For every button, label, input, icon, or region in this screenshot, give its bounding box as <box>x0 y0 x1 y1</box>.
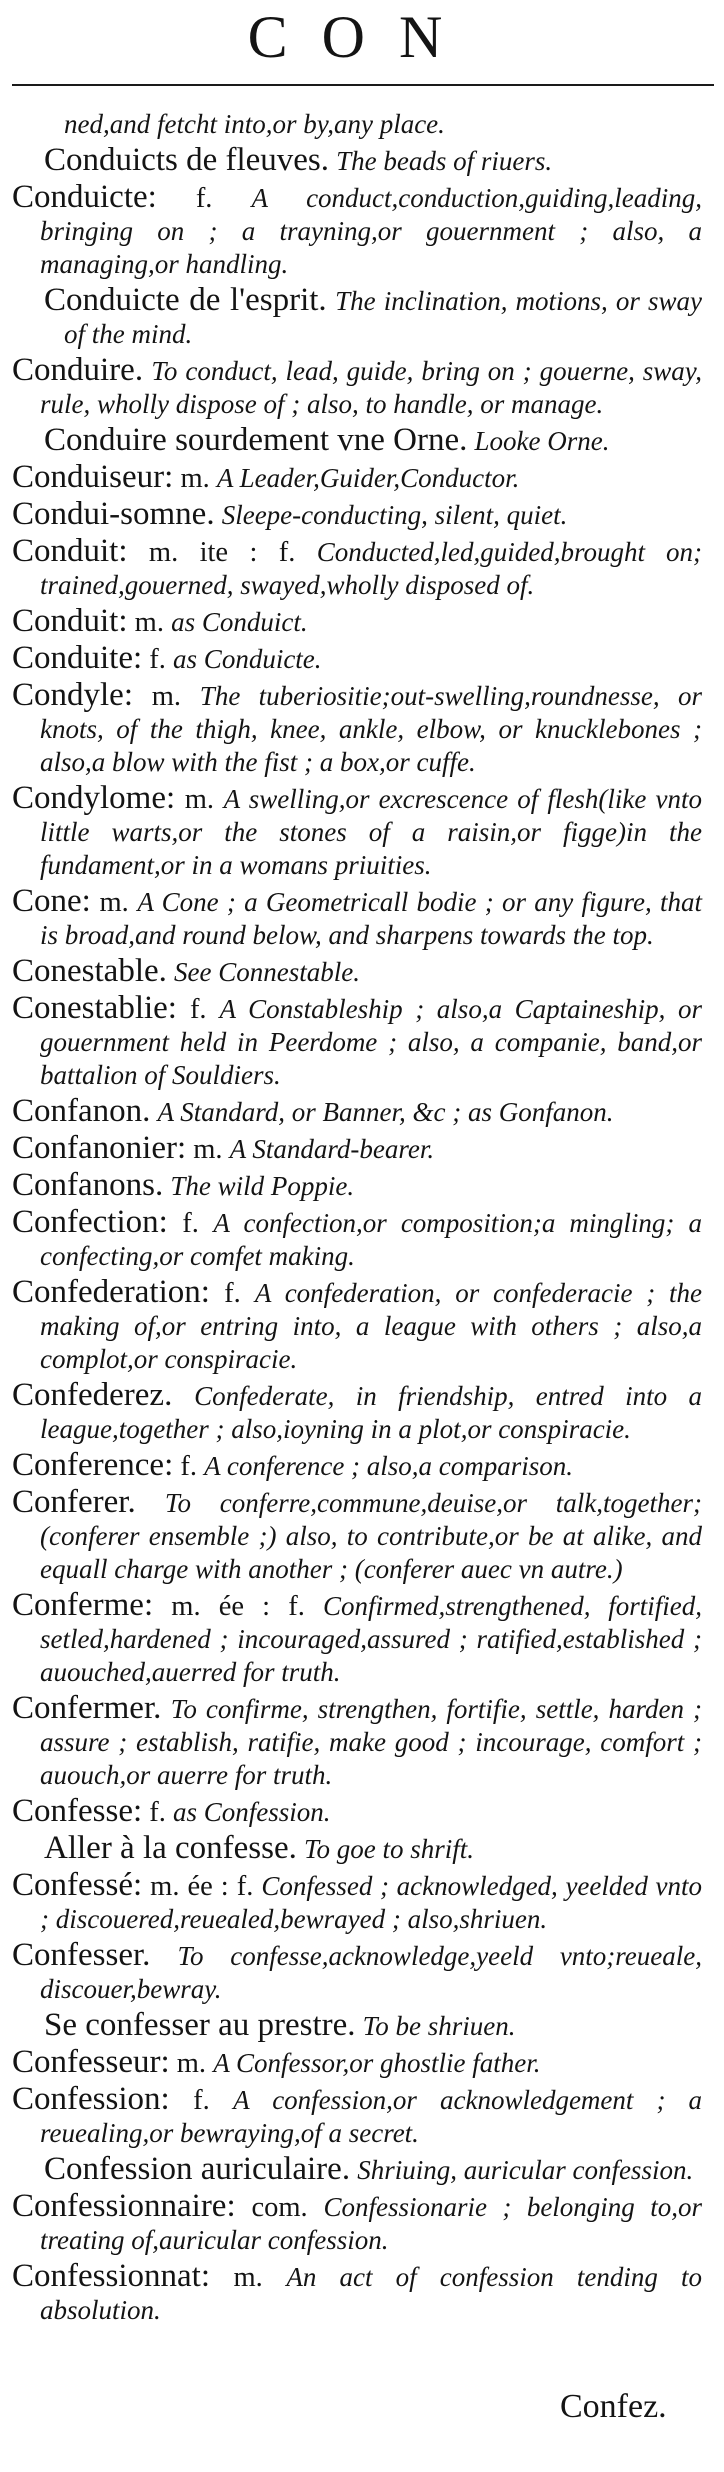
entry-grammar: m. <box>184 784 215 815</box>
entry-headword: Confession auriculaire. <box>44 2151 351 2187</box>
entry-definition: A conduct,conduction,guiding,leading, bringing on ; a trayning,or gouernment ; also, a managing,or handling. <box>40 183 702 279</box>
entry-definition: See Connestable. <box>174 957 360 987</box>
entry-definition: To conduct, lead, guide, bring on ; gouerne, sway, rule, wholly dispose of ; also, to handle, or manage. <box>40 356 703 419</box>
entry-headword: Conduite: <box>12 640 143 676</box>
entry-definition: To confirme, strengthen, fortifie, settle, harden ; assure ; establish, ratifie, make good ; incourage, comfort ; auouch,or auerre for truth. <box>40 1694 702 1790</box>
entry-list <box>12 108 702 2330</box>
entry-headword: Confanonier: <box>12 1130 187 1166</box>
entry-headword: Condui-somne. <box>12 496 215 532</box>
dictionary-entry <box>12 424 702 458</box>
dictionary-entry <box>12 1589 702 1689</box>
entry-definition: To conferre,commune,deuise,or talk,together; (conferer ensemble ;) also, to contribute,or be at alike, and equall charge with another ; (conferer auec vn autre.) <box>40 1488 702 1584</box>
entry-headword: Se confesser au prestre. <box>44 2007 356 2043</box>
entry-headword: Confessionnaire: <box>12 2188 236 2224</box>
entry-headword: Conduicte: <box>12 179 157 215</box>
entry-headword: Condyle: <box>12 677 133 713</box>
entry-grammar: m. <box>99 887 129 918</box>
entry-definition: Sleepe-conducting, silent, quiet. <box>221 500 568 530</box>
entry-headword: Confessé: <box>12 1867 143 1903</box>
dictionary-entry <box>12 1795 702 1829</box>
entry-definition: To goe to shrift. <box>304 1834 475 1864</box>
dictionary-entry <box>12 2046 702 2080</box>
dictionary-entry <box>12 1692 702 1792</box>
dictionary-entry <box>12 535 702 602</box>
entry-grammar: m. <box>176 2048 207 2079</box>
dictionary-entry <box>12 1132 702 1166</box>
entry-headword: Confederez. <box>12 1377 173 1413</box>
entry-grammar: m. ée : f. <box>150 1871 254 1902</box>
entry-definition: A Constableship ; also,a Captaineship, or gouernment held in Peerdome ; also, a companie, band,or battalion of Souldiers. <box>40 994 703 1090</box>
entry-headword: Conduit: <box>12 603 128 639</box>
entry-definition: Confessionarie ; belonging to,or treating of,auricular confession. <box>40 2192 702 2255</box>
entry-definition: Confederate, in friendship, entred into a league,together ; also,ioyning in a plot,or conspiracie. <box>40 1381 702 1444</box>
entry-headword: Aller à la confesse. <box>44 1830 297 1866</box>
entry-grammar: f. <box>180 1451 197 1482</box>
entry-headword: Conference: <box>12 1447 174 1483</box>
entry-definition: To be shriuen. <box>362 2011 516 2041</box>
dictionary-entry <box>12 284 702 351</box>
entry-headword: Conferer. <box>12 1484 136 1520</box>
dictionary-entry <box>12 679 702 779</box>
dictionary-entry <box>12 2009 702 2043</box>
dictionary-entry <box>12 108 702 141</box>
entry-definition: A Cone ; a Geometricall bodie ; or any figure, that is broad,and round below, and sharpens towards the top. <box>40 887 702 950</box>
page-header: CON <box>247 4 477 70</box>
entry-definition: The wild Poppie. <box>170 1171 355 1201</box>
entry-grammar: f. <box>149 644 166 675</box>
entry-definition: Conducted,led,guided,brought on; trained,gouerned, swayed,wholly disposed of. <box>40 537 703 600</box>
entry-headword: Conferme: <box>12 1587 154 1623</box>
dictionary-entry <box>12 1449 702 1483</box>
dictionary-entry <box>12 1832 702 1866</box>
entry-definition: A confection,or composition;a mingling; a confecting,or comfet making. <box>40 1208 703 1271</box>
entry-grammar: m. ite : f. <box>148 537 296 568</box>
entry-headword: Conduire. <box>12 352 144 388</box>
entry-headword: Conestable. <box>12 953 167 989</box>
entry-definition: The beads of riuers. <box>336 146 553 176</box>
dictionary-entry <box>12 181 702 281</box>
dictionary-entry <box>12 992 702 1092</box>
entry-headword: Confection: <box>12 1204 168 1240</box>
entry-headword: Conduiseur: <box>12 459 174 495</box>
entry-headword: Conduit: <box>12 533 128 569</box>
entry-grammar: m. <box>134 607 164 638</box>
entry-headword: Conduicte de l'esprit. <box>44 282 327 318</box>
dictionary-entry <box>12 782 702 882</box>
dictionary-entry <box>12 2190 702 2257</box>
entry-headword: Confanon. <box>12 1093 151 1129</box>
entry-definition: Confirmed,strengthened, fortified, setled,hardened ; incouraged,assured ; ratified,established ; auouched,auerred for truth. <box>40 1591 703 1687</box>
entry-headword: Confanons. <box>12 1167 164 1203</box>
entry-grammar: f. <box>224 1278 241 1309</box>
header-rule <box>12 84 714 86</box>
dictionary-entry <box>12 2260 702 2327</box>
catchword: Confez. <box>560 2388 667 2425</box>
entry-grammar: m. <box>233 2262 263 2293</box>
dictionary-entry <box>12 354 702 421</box>
entry-definition: Looke Orne. <box>474 426 610 456</box>
dictionary-entry <box>12 1869 702 1936</box>
dictionary-entry <box>12 1095 702 1129</box>
entry-headword: Conduire sourdement vne Orne. <box>44 422 468 458</box>
dictionary-entry <box>12 955 702 989</box>
entry-grammar: m. ée : f. <box>171 1591 305 1622</box>
entry-definition: Shriuing, auricular confession. <box>357 2155 694 2185</box>
entry-grammar: m. <box>151 681 182 712</box>
dictionary-entry <box>12 642 702 676</box>
entry-headword: Conduicts de fleuves. <box>44 142 330 178</box>
entry-definition: A Standard, or Banner, &c ; as Gonfanon. <box>157 1097 614 1127</box>
dictionary-entry <box>12 2153 702 2187</box>
entry-definition: A confederation, or confederacie ; the making of,or entring into, a league with others ; also,a complot,or conspiracie. <box>40 1278 703 1374</box>
dictionary-entry <box>12 605 702 639</box>
entry-definition: Confessed ; acknowledged, yeelded vnto ; discouered,reuealed,bewrayed ; also,shriuen. <box>40 1871 703 1934</box>
dictionary-entry <box>12 885 702 952</box>
entry-headword: Conestablie: <box>12 990 177 1026</box>
entry-definition: A Confessor,or ghostlie father. <box>213 2048 541 2078</box>
entry-grammar: m. <box>193 1134 223 1165</box>
entry-grammar: m. <box>180 463 210 494</box>
dictionary-entry <box>12 1379 702 1446</box>
entry-definition: as Conduict. <box>171 607 308 637</box>
entry-headword: Confessionnat: <box>12 2258 210 2294</box>
entry-headword: Confesser. <box>12 1937 151 1973</box>
entry-definition: A Leader,Guider,Conductor. <box>216 463 520 493</box>
entry-grammar: f. <box>149 1797 166 1828</box>
entry-grammar: f. <box>182 1208 199 1239</box>
entry-grammar: com. <box>251 2192 308 2223</box>
dictionary-entry <box>12 2083 702 2150</box>
entry-definition: A conference ; also,a comparison. <box>204 1451 574 1481</box>
entry-definition: The inclination, motions, or sway of the mind. <box>64 286 702 349</box>
dictionary-entry <box>12 1169 702 1203</box>
dictionary-entry <box>12 1939 702 2006</box>
entry-grammar: f. <box>193 2085 210 2116</box>
entry-definition: as Confession. <box>173 1797 331 1827</box>
dictionary-entry <box>12 1486 702 1586</box>
entry-grammar: f. <box>189 994 207 1025</box>
dictionary-entry <box>12 461 702 495</box>
entry-definition: An act of confession tending to absolution. <box>40 2262 703 2325</box>
entry-definition: To confesse,acknowledge,yeeld vnto;reueale, discouer,bewray. <box>40 1941 703 2004</box>
entry-headword: Confesse: <box>12 1793 143 1829</box>
entry-headword: Confermer. <box>12 1690 162 1726</box>
entry-headword: Condylome: <box>12 780 176 816</box>
entry-grammar: f. <box>195 183 213 214</box>
entry-definition: A confession,or acknowledgement ; a reuealing,or bewraying,of a secret. <box>40 2085 702 2148</box>
entry-definition: A swelling,or excrescence of flesh(like vnto little warts,or the stones of a raisin,or figge)in the fundament,or in a womans priuities. <box>40 784 703 880</box>
entry-headword: Confesseur: <box>12 2044 170 2080</box>
entry-headword: Confederation: <box>12 1274 210 1310</box>
entry-headword: Confession: <box>12 2081 170 2117</box>
entry-definition: The tuberiositie;out-swelling,roundnesse, or knots, of the thigh, knee, ankle, elbow, or knucklebones ; also,a blow with the fist ; a box,or cuffe. <box>40 681 703 777</box>
dictionary-entry <box>12 498 702 532</box>
dictionary-entry <box>12 144 702 178</box>
dictionary-entry <box>12 1276 702 1376</box>
dictionary-entry <box>12 1206 702 1273</box>
entry-definition: A Standard-bearer. <box>229 1134 435 1164</box>
entry-definition: as Conduicte. <box>173 644 322 674</box>
entry-definition: ned,and fetcht into,or by,any place. <box>64 109 445 139</box>
entry-headword: Cone: <box>12 883 91 919</box>
